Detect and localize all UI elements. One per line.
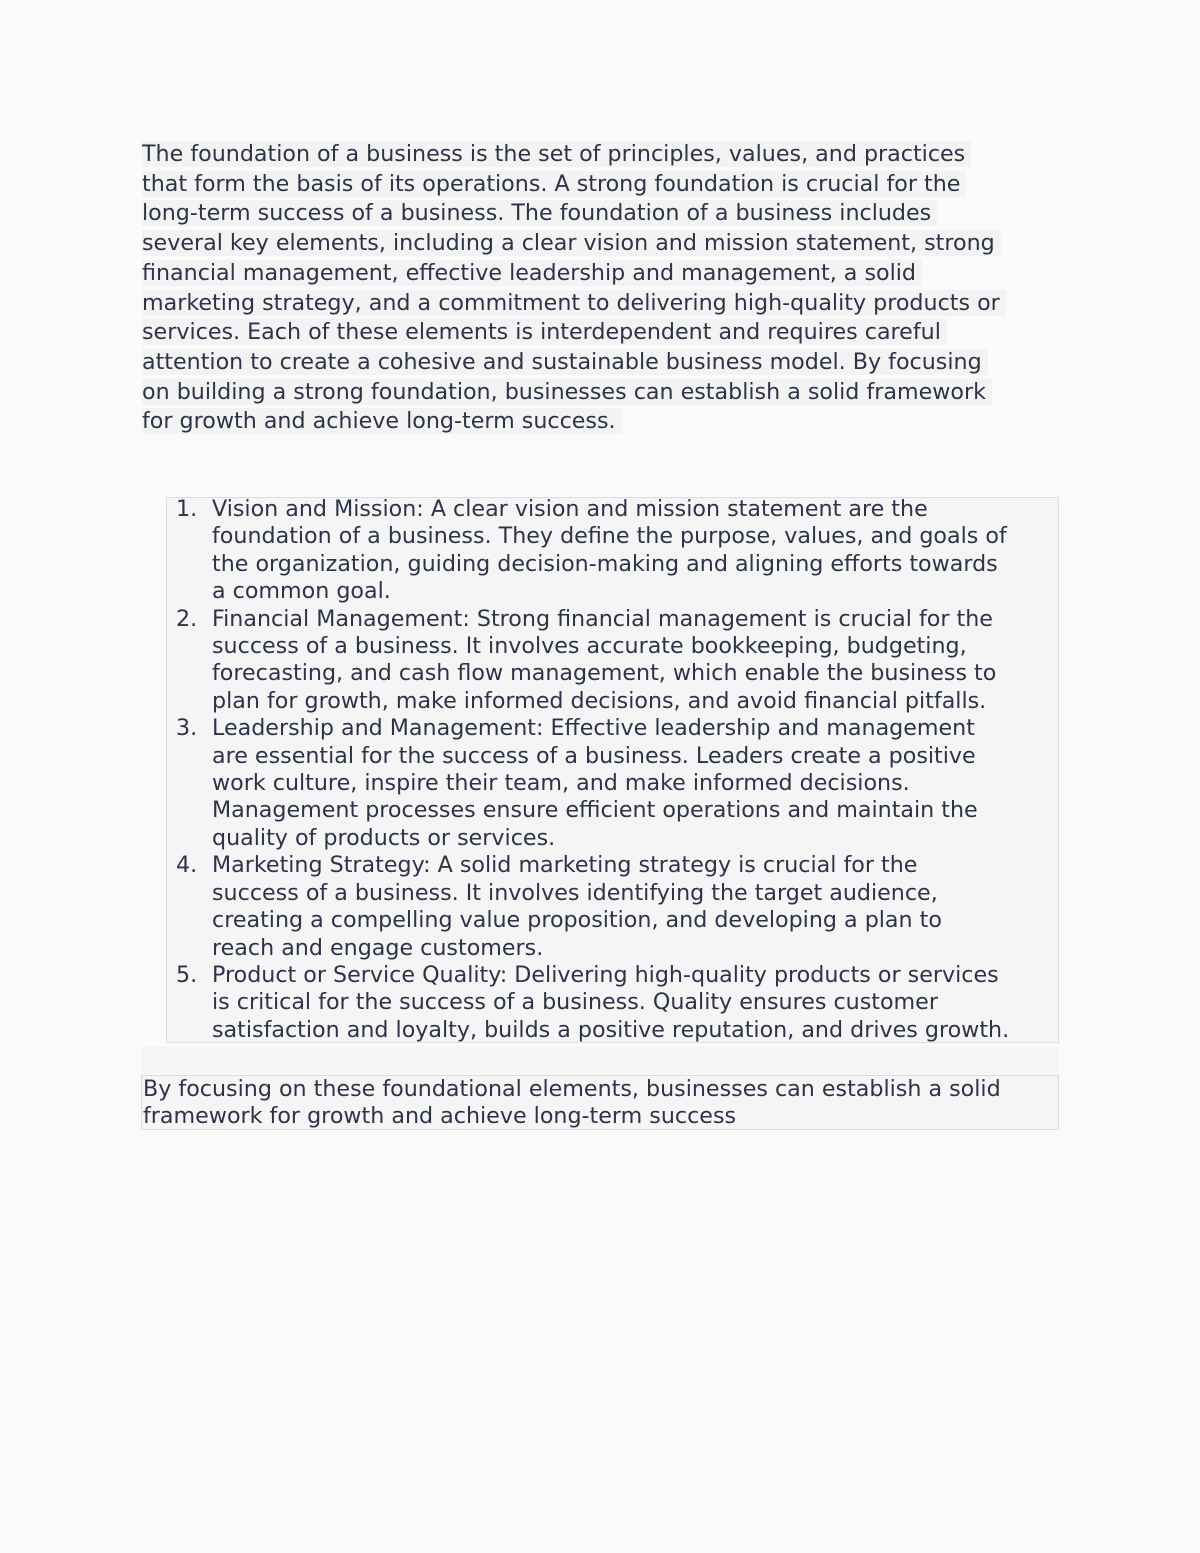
intro-line: services. Each of these elements is interdependent and requires careful — [142, 318, 1062, 348]
list-item — [166, 606, 1066, 716]
closing-paragraph — [141, 1075, 1059, 1130]
list-item-number: 1. — [176, 496, 198, 522]
list-item-line: satisfaction and loyalty, builds a positive reputation, and drives growth. — [212, 1016, 1010, 1043]
list-item-line: foundation of a business. They define the purpose, values, and goals of — [212, 523, 1007, 550]
list-item — [166, 496, 1066, 606]
paragraph-gap-shading — [141, 1046, 1059, 1074]
list-item-line: Leadership and Management: Effective leadership and management — [212, 715, 975, 742]
closing-line: framework for growth and achieve long-term success — [143, 1103, 737, 1130]
intro-line: attention to create a cohesive and sustainable business model. By focusing — [142, 348, 1062, 378]
list-item-line: plan for growth, make informed decisions, and avoid financial pitfalls. — [212, 687, 987, 714]
foundation-elements-list — [166, 496, 1066, 1044]
list-item-line: the organization, guiding decision-making and aligning efforts towards — [212, 550, 998, 577]
list-item-number: 2. — [176, 605, 198, 632]
list-item-line: creating a compelling value proposition, and developing a plan to — [212, 907, 942, 934]
list-item-line: Management processes ensure efficient operations and maintain the — [212, 797, 978, 824]
intro-paragraph — [142, 140, 1062, 437]
intro-line: financial management, effective leadership and management, a solid — [142, 259, 1062, 289]
list-item-line: quality of products or services. — [212, 824, 556, 851]
list-item-line: are essential for the success of a business. Leaders create a positive — [212, 742, 976, 769]
list-item-number: 5. — [176, 961, 198, 988]
list-item-number: 4. — [176, 852, 198, 879]
intro-line: marketing strategy, and a commitment to delivering high-quality products or — [142, 289, 1062, 319]
list-item — [166, 715, 1066, 852]
closing-line: By focusing on these foundational elements, businesses can establish a solid — [143, 1076, 1001, 1102]
list-item-line: is critical for the success of a business. Quality ensures customer — [212, 989, 938, 1016]
intro-line: that form the basis of its operations. A strong foundation is crucial for the — [142, 170, 1062, 200]
list-item-line: success of a business. It involves identifying the target audience, — [212, 879, 938, 906]
intro-line: The foundation of a business is the set of principles, values, and practices — [142, 140, 1062, 170]
list-item-line: Product or Service Quality: Delivering high-quality products or services — [212, 961, 999, 988]
list-item-line: Financial Management: Strong financial management is crucial for the — [212, 605, 993, 632]
list-item-line: a common goal. — [212, 578, 391, 605]
list-item — [166, 962, 1066, 1044]
list-item-line: forecasting, and cash flow management, which enable the business to — [212, 660, 997, 687]
intro-line: on building a strong foundation, businesses can establish a solid framework — [142, 378, 1062, 408]
list-item-line: Marketing Strategy: A solid marketing strategy is crucial for the — [212, 852, 918, 879]
list-item-line: reach and engage customers. — [212, 934, 544, 961]
list-item-line: success of a business. It involves accurate bookkeeping, budgeting, — [212, 633, 967, 660]
intro-line: several key elements, including a clear vision and mission statement, strong — [142, 229, 1062, 259]
intro-line: long-term success of a business. The foundation of a business includes — [142, 199, 1062, 229]
list-item-number: 3. — [176, 715, 198, 742]
intro-line: for growth and achieve long-term success. — [142, 407, 1062, 437]
list-item-line: work culture, inspire their team, and make informed decisions. — [212, 770, 910, 797]
list-item — [166, 852, 1066, 962]
list-item-line: Vision and Mission: A clear vision and mission statement are the — [212, 496, 928, 522]
